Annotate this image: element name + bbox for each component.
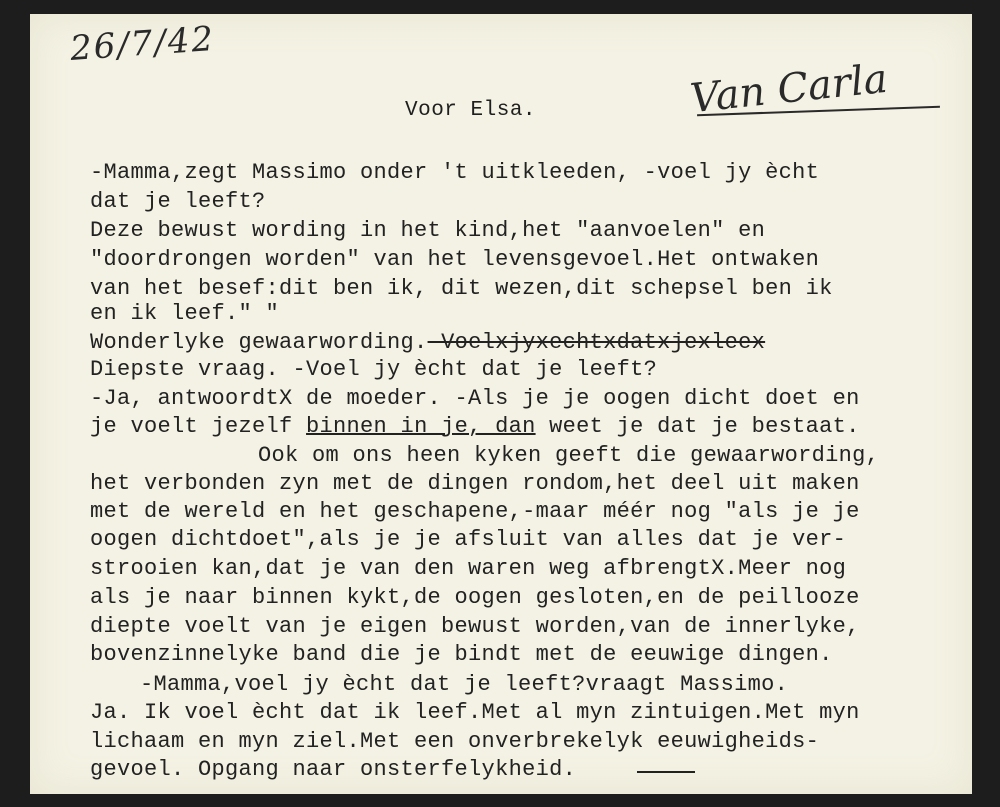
text-line: [90, 330, 765, 355]
text-line: Ja. Ik voel ècht dat ik leef.Met al myn zintuigen.Met myn: [90, 700, 860, 725]
text-line: "doordrongen worden" van het levensgevoel.Het ontwaken: [90, 247, 820, 272]
text-line: bovenzinnelyke band die je bindt met de eeuwige dingen.: [90, 642, 833, 667]
handwritten-author: Van Carla: [688, 55, 890, 123]
text-segment: weet je dat je bestaat.: [535, 414, 860, 439]
text-line: -Ja, antwoordtX de moeder. -Als je je oogen dicht doet en: [90, 386, 860, 411]
text-line: Ook om ons heen kyken geeft die gewaarwording,: [258, 443, 880, 468]
text-line: Deze bewust wording in het kind,het "aanvoelen" en: [90, 218, 766, 243]
text-line: met de wereld en het geschapene,-maar méér nog "als je je: [90, 499, 860, 524]
handwritten-date: 26/7/42: [68, 18, 217, 70]
text-line: en ik leef." ": [90, 301, 280, 326]
text-line: diepte voelt van je eigen bewust worden,van de innerlyke,: [90, 614, 860, 639]
text-line: strooien kan,dat je van den waren weg afbrengtX.Meer nog: [90, 556, 847, 581]
text-line: -Mamma,zegt Massimo onder 't uitkleeden, -voel jy ècht: [90, 160, 820, 185]
struck-through-text: -Voelxjyxechtxdatxjexleex: [427, 330, 766, 355]
text-line: dat je leeft?: [90, 189, 266, 214]
closing-dash: [637, 771, 695, 773]
text-line: van het besef:dit ben ik, dit wezen,dit schepsel ben ik: [90, 276, 833, 301]
text-line: lichaam en myn ziel.Met een onverbrekelyk eeuwigheids-: [90, 729, 820, 754]
text-line: het verbonden zyn met de dingen rondom,het deel uit maken: [90, 471, 860, 496]
text-segment: Wonderlyke gewaarwording.: [90, 330, 428, 355]
text-segment: je voelt jezelf: [90, 414, 307, 439]
text-line: -Mamma,voel jy ècht dat je leeft?vraagt Massimo.: [140, 672, 789, 697]
text-line: Diepste vraag. -Voel jy ècht dat je leeft?: [90, 357, 658, 382]
text-line: [90, 414, 860, 439]
underlined-text: binnen in je, dan: [306, 414, 536, 439]
letter-title: Voor Elsa.: [405, 99, 537, 122]
text-line: gevoel. Opgang naar onsterfelykheid.: [90, 757, 577, 782]
text-line: als je naar binnen kykt,de oogen gesloten,en de peillooze: [90, 585, 860, 610]
text-line: oogen dichtdoet",als je je afsluit van alles dat je ver-: [90, 527, 847, 552]
